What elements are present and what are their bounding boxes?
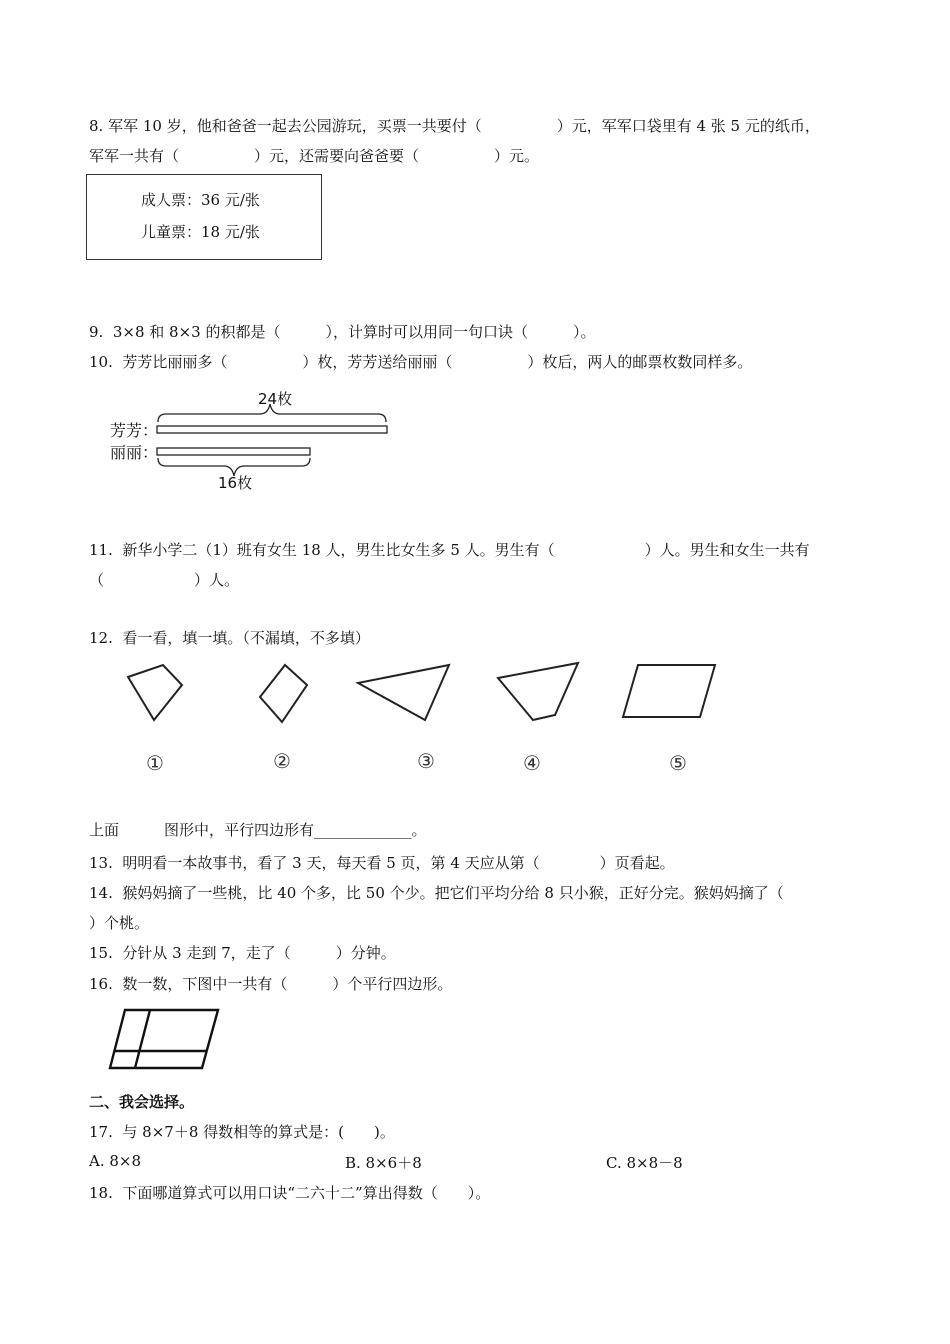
child-ticket-price: 儿童票：18 元/张 bbox=[141, 223, 260, 241]
q8-line1: 8. 军军 10 岁，他和爸爸一起去公园游玩，买票一共要付（ ）元，军军口袋里有 4 张 5 元的纸币， bbox=[89, 117, 820, 135]
shapes-figure bbox=[100, 655, 740, 785]
shape-3-triangle bbox=[358, 665, 449, 720]
section-2-heading: 二、我会选择。 bbox=[89, 1093, 195, 1111]
shape-2-parallelogram bbox=[260, 665, 307, 722]
q12-answer-line: 上面 图形中，平行四边形有_____________。 bbox=[89, 821, 427, 839]
fangfang-label: 芳芳： bbox=[110, 421, 159, 440]
shape-4-quadrilateral bbox=[498, 663, 578, 720]
shape-label-4: ④ bbox=[523, 751, 541, 775]
inner-slanted-line bbox=[135, 1010, 150, 1068]
lili-label: 丽丽： bbox=[110, 443, 159, 462]
q17-text: 17. 与 8×7＋8 得数相等的算式是：( )。 bbox=[89, 1123, 395, 1141]
ticket-price-box bbox=[86, 174, 322, 260]
lili-bar bbox=[157, 448, 310, 455]
q14-line1: 14. 猴妈妈摘了一些桃，比 40 个多，比 50 个少。把它们平均分给 8 只小猴，正好分完。猴妈妈摘了（ bbox=[89, 884, 784, 902]
shape-label-2: ② bbox=[273, 749, 291, 773]
q12-text: 12. 看一看，填一填。（不漏填，不多填） bbox=[89, 629, 370, 647]
q17-option-c[interactable]: C. 8×8－8 bbox=[606, 1154, 683, 1172]
shape-5-parallelogram bbox=[623, 665, 715, 717]
q11-line1: 11. 新华小学二（1）班有女生 18 人，男生比女生多 5 人。男生有（ ）人。男生和女生一共有 bbox=[89, 541, 810, 559]
top-count-label: 24枚 bbox=[258, 390, 293, 408]
bottom-count-label: 16枚 bbox=[218, 474, 253, 492]
parallelogram-count-figure bbox=[105, 1006, 225, 1074]
q17-option-b[interactable]: B. 8×6＋8 bbox=[345, 1154, 422, 1172]
q16-text: 16. 数一数，下图中一共有（ ）个平行四边形。 bbox=[89, 975, 453, 993]
q11-line2: （ ）人。 bbox=[89, 571, 240, 589]
q15-text: 15. 分针从 3 走到 7，走了（ ）分钟。 bbox=[89, 944, 396, 962]
shape-label-3: ③ bbox=[417, 749, 435, 773]
q13-text: 13. 明明看一本故事书，看了 3 天，每天看 5 页，第 4 天应从第（ ）页看起。 bbox=[89, 854, 675, 872]
q10-text: 10. 芳芳比丽丽多（ ）枚，芳芳送给丽丽（ ）枚后，两人的邮票枚数同样多。 bbox=[89, 353, 753, 371]
shape-1-quadrilateral bbox=[128, 665, 182, 720]
q17-option-a[interactable]: A. 8×8 bbox=[89, 1152, 142, 1170]
stamp-comparison-diagram bbox=[100, 382, 410, 497]
outer-parallelogram bbox=[110, 1010, 218, 1068]
q8-line2: 军军一共有（ ）元，还需要向爸爸要（ ）元。 bbox=[89, 147, 540, 165]
q9-text: 9. 3×8 和 8×3 的积都是（ ），计算时可以用同一句口诀（ ）。 bbox=[89, 323, 596, 341]
q18-text: 18. 下面哪道算式可以用口诀“二六十二”算出得数（ ）。 bbox=[89, 1184, 491, 1202]
shape-label-5: ⑤ bbox=[669, 751, 687, 775]
adult-ticket-price: 成人票：36 元/张 bbox=[141, 191, 260, 209]
fangfang-bar bbox=[157, 426, 387, 433]
q14-line2: ）个桃。 bbox=[89, 914, 150, 932]
shape-label-1: ① bbox=[146, 751, 164, 775]
